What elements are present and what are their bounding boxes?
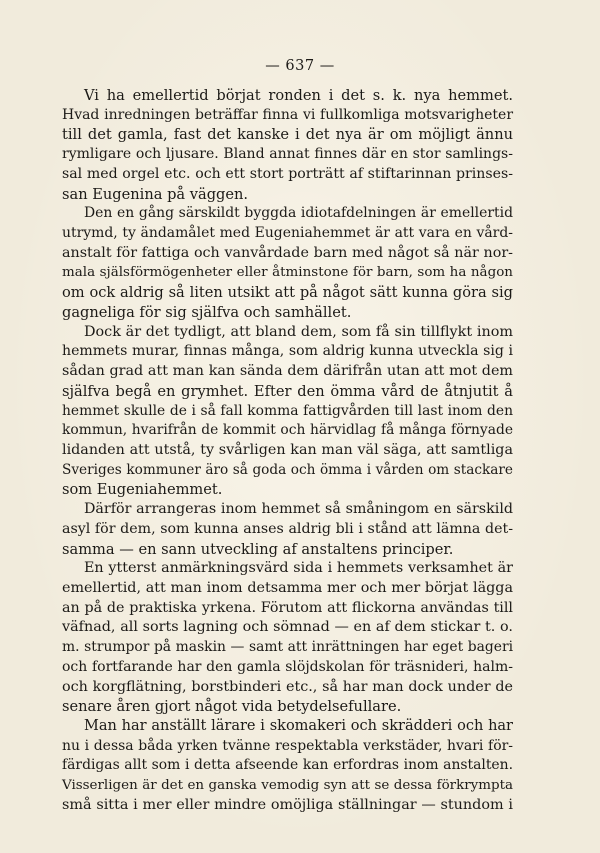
text-line: färdigas allt som i detta afseende kan erfordras inom anstalten. [62, 757, 513, 774]
text-line: till det gamla, fast det kanske i det nya är om möjligt ännu [62, 126, 513, 144]
text-line: utrymd, ty ändamålet med Eugeniahemmet är att vara en vård- [62, 225, 513, 242]
text-line: mala själsförmögenheter eller åtminstone för barn, som ha någon [62, 264, 513, 281]
text-line: Hvad inredningen beträffar finna vi fullkomliga motsvarigheter [62, 106, 513, 123]
paragraph [62, 559, 513, 717]
text-line: anstalt för fattiga och vanvårdade barn med något så när nor- [62, 244, 513, 261]
text-line: och korgflätning, borstbinderi etc., så har man dock under de [62, 678, 513, 695]
text-line: samma — en sann utveckling af anstaltens principer. [62, 540, 454, 558]
text-line: Dock är det tydligt, att bland dem, som få sin tillflykt inom [84, 323, 513, 340]
text-line: kommun, hvarifrån de kommit och härvidlag få många förnyade [62, 422, 513, 439]
text-line: sådan grad att man kan sända dem därifrån utan att mot dem [62, 363, 513, 380]
text-line: senare åren gjort något vida betydelsefullare. [62, 698, 402, 716]
text-line: lidanden att utstå, ty svårligen kan man väl säga, att samtliga [62, 441, 513, 458]
text-line: nu i dessa båda yrken tvänne respektabla verkstäder, hvari för- [62, 737, 513, 754]
text-line: asyl för dem, som kunna anses aldrig bli i stånd att lämna det- [62, 520, 513, 537]
paragraph [62, 323, 513, 500]
text-line: Därför arrangeras inom hemmet så småningom en särskild [84, 501, 513, 518]
body-text [62, 86, 513, 816]
text-line: Visserligen är det en ganska vemodig syn att se dessa förkrympta [62, 778, 513, 794]
text-line: Den en gång särskildt byggda idiotafdelningen är emellertid [84, 205, 513, 222]
text-line: san Eugenina på väggen. [62, 185, 249, 203]
text-line: gagneliga för sig själfva och samhället. [62, 303, 352, 321]
page-number: — 637 — [265, 58, 335, 74]
paragraph [62, 86, 513, 204]
text-line: om ock aldrig så liten utsikt att på något sätt kunna göra sig [62, 284, 513, 302]
text-line: rymligare och ljusare. Bland annat finnes där en stor samlings- [62, 146, 513, 163]
text-line: emellertid, att man inom detsamma mer och mer börjat lägga [62, 579, 513, 596]
text-line: som Eugeniahemmet. [62, 481, 223, 499]
text-line: m. strumpor på maskin — samt att inrättningen har eget bageri [62, 639, 513, 656]
text-line: små sitta i mer eller mindre omöjliga ställningar — stundom i [62, 796, 513, 813]
text-line: Vi ha emellertid börjat ronden i det s. k. nya hemmet. [84, 87, 513, 104]
text-line: En ytterst anmärkningsvärd sida i hemmets verksamhet är [84, 560, 513, 577]
paragraph [62, 717, 513, 816]
text-line: Man har anställt lärare i skomakeri och skrädderi och har [84, 718, 513, 734]
text-line: själfva begå en grymhet. Efter den ömma vård de åtnjutit å [62, 382, 513, 400]
text-line: hemmet skulle de i så fall komma fattigvården till last inom den [62, 402, 513, 419]
paragraph [62, 500, 513, 559]
text-line: Sveriges kommuner äro så goda och ömma i vården om stackare [62, 461, 513, 478]
text-line: väfnad, all sorts lagning och sömnad — en af dem stickar t. o. [62, 619, 513, 636]
text-line: sal med orgel etc. och ett stort porträtt af stiftarinnan prinses- [62, 165, 513, 182]
text-line: hemmets murar, finnas många, som aldrig kunna utveckla sig i [62, 343, 513, 360]
paragraph [62, 204, 513, 322]
text-line: och fortfarande har den gamla slöjdskolan för träsnideri, halm- [62, 658, 513, 675]
text-line: an på de praktiska yrkena. Förutom att flickorna användas till [62, 599, 513, 616]
